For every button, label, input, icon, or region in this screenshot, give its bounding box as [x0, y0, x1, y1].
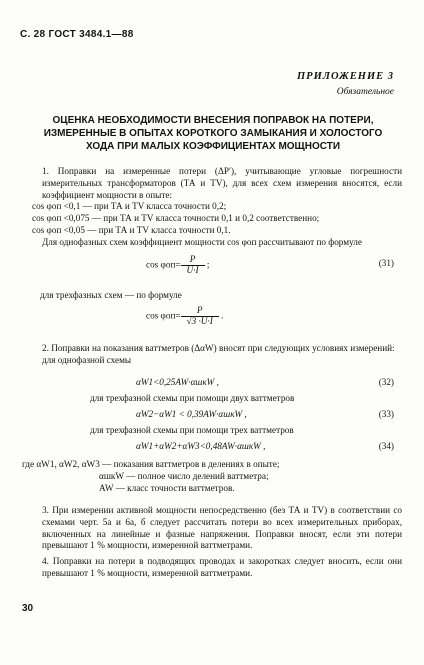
formula-lhs: cos φоп= — [146, 259, 181, 270]
paragraph-text: 2. Поправки на показания ваттметров (ΔαW) вносят при следующих условиях измерений: — [42, 343, 395, 353]
paragraph-text: для трехфазной схемы при помощи двух ваттметров — [90, 393, 295, 403]
section-title — [22, 114, 404, 153]
numerator: P — [181, 255, 205, 266]
formula-31 — [146, 255, 209, 275]
denominator: √3 ·U·I — [186, 315, 213, 326]
title-line: ОЦЕНКА НЕОБХОДИМОСТИ ВНЕСЕНИЯ ПОПРАВОК НА ПОТЕРИ, — [52, 115, 374, 126]
equation-number: (33) — [378, 409, 394, 419]
formula-34: αW1+αW2+αW3<0,48AW·αшкW , — [136, 441, 266, 451]
equation-number: (32) — [378, 377, 394, 387]
paragraph-text: для однофазной схемы — [42, 354, 132, 365]
formula-tail: ; — [204, 259, 210, 270]
title-line: ИЗМЕРЕННЫЕ В ОПЫТАХ КОРОТКОГО ЗАМЫКАНИЯ И ХОЛОСТОГО — [43, 128, 383, 139]
paragraph-text: 4. Поправки на потери в подводящих проводах и закоротках следует вносить, если они превышают 1 % мощности, измеренной ваттметрами. — [42, 556, 402, 578]
legend-line: где αW1, αW2, αW3 — показания ваттметров в делениях в опыте; — [22, 459, 280, 469]
running-header: С. 28 ГОСТ 3484.1—88 — [20, 29, 134, 40]
title-line: ХОДА ПРИ МАЛЫХ КОЭФФИЦИЕНТАХ МОЩНОСТИ — [85, 141, 341, 152]
paragraph-text: Для однофазных схем коэффициент мощности cos φоп рассчитывают по формуле — [42, 236, 362, 247]
fraction — [181, 306, 219, 326]
legend-line: αшкW — полное число делений ваттметра; — [99, 470, 269, 481]
appendix-status: Обязательное — [336, 87, 394, 97]
condition-line: cos φоп <0,05 — при ТА и TV класса точности 0,1. — [32, 224, 231, 235]
fraction — [181, 255, 205, 275]
page-number: 30 — [22, 603, 34, 614]
formula-32: αW1<0,25AW·αшкW , — [136, 377, 219, 387]
formula-33: αW2−αW1 < 0,39AW·αшкW , — [136, 409, 247, 419]
condition-line: cos φоп <0,075 — при ТА и TV класса точности 0,1 и 0,2 соответственно; — [32, 213, 320, 224]
paragraph-text: 1. Поправки на измеренные потери (ΔP′), учитывающие угловые погрешности измерительных трансформаторов (ТА и TV), для всех схем измерения вносятся, если коэффициент мощности в опыте: — [42, 166, 402, 200]
paragraph-4 — [24, 556, 402, 580]
formula-three-phase — [146, 306, 223, 326]
paragraph-1 — [24, 166, 402, 248]
denominator: U·I — [186, 264, 199, 275]
appendix-title: ПРИЛОЖЕНИЕ 3 — [297, 71, 394, 82]
formula-legend — [22, 459, 279, 494]
legend-line: AW — класс точности ваттметров. — [99, 482, 235, 493]
paragraph-text: для трехфазной схемы при помощи трех ваттметров — [90, 425, 294, 435]
paragraph-text: для трехфазных схем — по формуле — [40, 290, 182, 300]
equation-number: (34) — [378, 441, 394, 451]
formula-tail: . — [218, 310, 224, 321]
paragraph-3 — [24, 505, 402, 552]
paragraph-2 — [24, 343, 402, 367]
condition-line: cos φоп <0,1 — при ТА и TV класса точности 0,2; — [32, 201, 227, 212]
formula-lhs: cos φоп= — [146, 310, 181, 321]
equation-number: (31) — [378, 258, 394, 268]
paragraph-text: 3. При измерении активной мощности непосредственно (без ТА и TV) в соответствии со схемами черт. 5а и 6а, б следует рассчитать потери во всех измерительных приборах, включенных на линейные и фазные напряжения. Поправки вносят, если эти потери превышают 1 % мощности, измеренной ваттметрами. — [42, 505, 402, 551]
numerator: P — [181, 306, 219, 317]
